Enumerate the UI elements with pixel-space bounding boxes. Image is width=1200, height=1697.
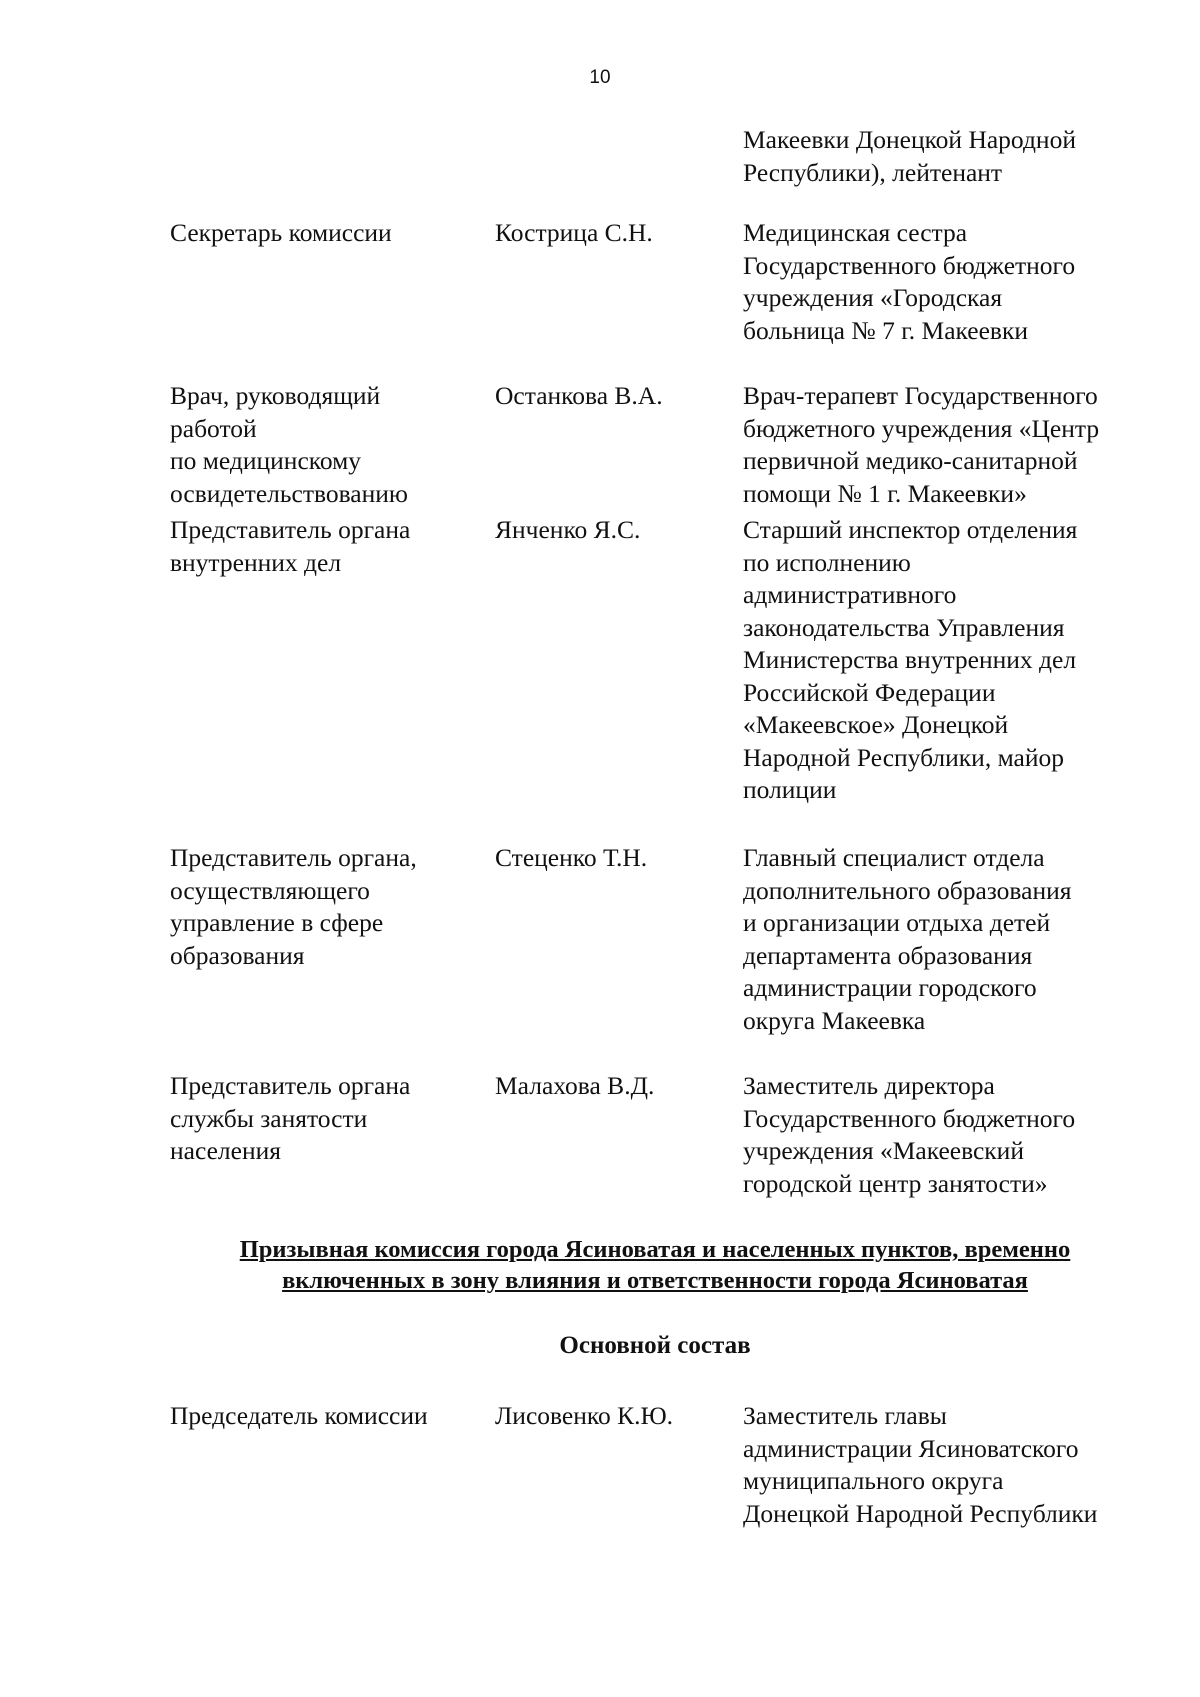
continuation-text: Макеевки Донецкой Народной Республики), лейтенант xyxy=(743,125,1076,187)
subsection-heading: Основной состав xyxy=(559,1332,751,1359)
section-heading: Призывная комиссия города Ясиноватая и населенных пунктов, временно включенных в зону влияния и ответственности города Ясиноватая xyxy=(239,1236,1071,1294)
member-description: Старший инспектор отделения по исполнению административного законодательства Управления Министерства внутренних дел Российской Федерации «Макеевское» Донецкой Народной Республики, майор полиции xyxy=(743,515,1078,804)
member-role: Представитель органа, осуществляющего управление в сфере образования xyxy=(170,843,417,970)
member-role: Врач, руководящий работой по медицинскому освидетельствованию xyxy=(170,381,408,508)
member-description: Медицинская сестра Государственного бюджетного учреждения «Городская больница № 7 г. Макеевки xyxy=(743,218,1076,345)
member-role: Представитель органа внутренних дел xyxy=(170,515,411,577)
member-name: Кострица С.Н. xyxy=(495,218,653,247)
member-role: Секретарь комиссии xyxy=(170,218,392,247)
member-role: Председатель комиссии xyxy=(170,1401,428,1430)
member-description: Заместитель главы администрации Ясиноватского муниципального округа Донецкой Народной Республики xyxy=(743,1401,1098,1528)
member-name: Останкова В.А. xyxy=(495,381,663,410)
member-name: Малахова В.Д. xyxy=(495,1071,655,1100)
page-number: 10 xyxy=(589,67,611,88)
member-description: Врач-терапевт Государственного бюджетного учреждения «Центр первичной медико-санитарной помощи № 1 г. Макеевки» xyxy=(743,381,1100,508)
member-description: Заместитель директора Государственного бюджетного учреждения «Макеевский городской центр занятости» xyxy=(743,1071,1076,1198)
member-name: Лисовенко К.Ю. xyxy=(495,1401,674,1430)
member-description: Главный специалист отдела дополнительного образования и организации отдыха детей департамента образования администрации городского округа Макеевка xyxy=(743,843,1072,1035)
member-name: Янченко Я.С. xyxy=(495,515,641,544)
member-role: Представитель органа службы занятости населения xyxy=(170,1071,411,1165)
member-name: Стеценко Т.Н. xyxy=(495,843,648,872)
